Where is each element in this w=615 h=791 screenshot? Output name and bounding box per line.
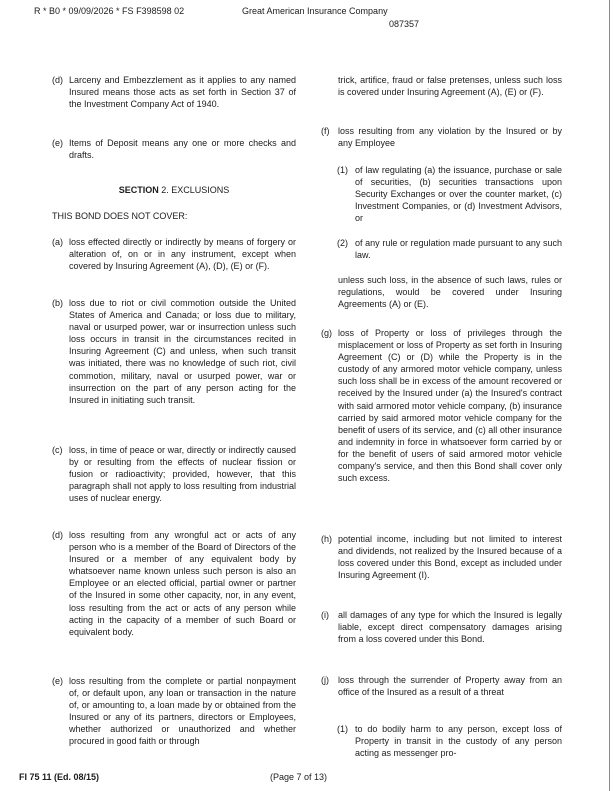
form-number: FI 75 11 (Ed. 08/15) xyxy=(19,772,100,782)
item-label: (d) xyxy=(52,75,63,85)
header-print-code: R * B0 * 09/09/2026 * FS F398598 02 xyxy=(34,6,185,16)
item-label: (g) xyxy=(321,328,332,338)
exclusion-e-continuation: trick, artifice, fraud or false pretenses, unless such loss is covered under Insuring Agreement (A), (E) or (F). xyxy=(338,75,562,98)
item-label: (j) xyxy=(321,675,329,685)
section-word: SECTION xyxy=(118,185,159,195)
exclusion-f-sub-2 xyxy=(337,237,562,261)
definition-items-of-deposit xyxy=(52,137,296,161)
definition-larceny xyxy=(52,74,296,110)
item-text: loss resulting from the complete or partial nonpayment of, or default upon, any loan or transaction in the nature of, or amounting to, a loan made by or obtained from the Insured or any of its partners, directors or Employees, whether authorized or unauthorized and whether procured in good faith or through xyxy=(69,676,296,747)
sub-text: of any rule or regulation made pursuant to any such law. xyxy=(355,238,562,261)
item-text: Larceny and Embezzlement as it applies to any named Insured means those acts as set forth in Section 37 of the Investment Company Act of 1940. xyxy=(69,75,296,110)
item-text: all damages of any type for which the Insured is legally liable, except direct compensatory damages arising from a loss covered under this Bond. xyxy=(338,610,562,645)
item-label: (b) xyxy=(52,298,63,308)
exclusions-intro: THIS BOND DOES NOT COVER: xyxy=(52,211,188,221)
section-heading xyxy=(52,184,296,196)
exclusion-g xyxy=(321,327,562,484)
item-text: Items of Deposit means any one or more checks and drafts. xyxy=(69,138,296,161)
item-label: (e) xyxy=(52,676,63,686)
item-text: loss effected directly or indirectly by means of forgery or alteration of, on or in any instrument, except when covered by Insuring Agreement (A), (D), (E) or (F). xyxy=(69,237,296,272)
exclusion-f-tail: unless such loss, in the absence of such laws, rules or regulations, would be covered under Insuring Agreements (A) or (E). xyxy=(338,275,562,310)
item-label: (f) xyxy=(321,126,330,136)
item-label: (i) xyxy=(321,610,329,620)
exclusion-f-sub-1 xyxy=(337,164,562,224)
exclusion-a xyxy=(52,236,296,272)
exclusion-e xyxy=(52,675,296,748)
page-number: (Page 7 of 13) xyxy=(270,772,328,782)
page-edge xyxy=(609,0,610,791)
sub-text: to do bodily harm to any person, except loss of Property in transit in the custody of any person acting as messenger pro- xyxy=(355,724,562,759)
item-text: loss of Property or loss of privileges through the misplacement or loss of Property as set forth in Insuring Agreement (C) or (D) while the Property is in the custody of any armored motor vehicle company, unless such loss shall be in excess of the amount recovered or received by the Insured under (a) the Insured's contract with said armored motor vehicle company, (b) insurance carried by said armored motor vehicle company for the benefit of users of its service, and (c) all other insurance and indemnity in force in whatsoever form carried by or for the benefit of users of said armored motor vehicle company's service, and then this Bond shall cover only such excess. xyxy=(338,328,562,484)
item-text: potential income, including but not limited to interest and dividends, not realized by the Insured because of a loss covered under this Bond, except as included under Insuring Agreement (I). xyxy=(338,534,562,581)
section-title: 2. EXCLUSIONS xyxy=(161,185,230,195)
exclusion-h xyxy=(321,533,562,581)
exclusion-c xyxy=(52,444,296,504)
exclusion-j xyxy=(321,674,562,698)
exclusion-i xyxy=(321,609,562,645)
sub-text: of law regulating (a) the issuance, purchase or sale of securities, (b) securities transactions upon Security Exchanges or over the counter market, (c) Investment Companies, or (d) Investment Advisors, or xyxy=(355,165,562,224)
exclusion-f xyxy=(321,125,562,149)
item-label: (d) xyxy=(52,530,63,540)
exclusion-d xyxy=(52,529,296,638)
item-text: loss resulting from any violation by the Insured or by any Employee xyxy=(338,126,562,149)
sub-label: (2) xyxy=(337,238,348,248)
item-label: (h) xyxy=(321,534,332,544)
exclusion-b xyxy=(52,297,296,406)
exclusion-j-sub-1 xyxy=(337,723,562,759)
sub-label: (1) xyxy=(337,165,348,175)
item-label: (a) xyxy=(52,237,63,247)
sub-label: (1) xyxy=(337,724,348,734)
header-company: Great American Insurance Company xyxy=(242,6,388,16)
item-label: (e) xyxy=(52,138,63,148)
item-label: (c) xyxy=(52,445,63,455)
item-text: loss, in time of peace or war, directly or indirectly caused by or resulting from the effects of nuclear fission or fusion or radioactivity; provided, however, that this paragraph shall not apply to loss resulting from industrial uses of nuclear energy. xyxy=(69,445,296,504)
item-text: loss resulting from any wrongful act or acts of any person who is a member of the Board of Directors of the Insured or a member of any equivalent body by whatsoever name known unless such person is also an Employee or an elected official, partial owner or partner of the Insured in some other capacity, nor, in any event, loss resulting from the act or acts of any person while acting in the capacity of a member of such Board or equivalent body. xyxy=(69,530,296,637)
item-text: loss due to riot or civil commotion outside the United States of America and Canada; or loss due to military, naval or usurped power, war or insurrection unless such loss occurs in transit in the circumstances recited in Insuring Agreement (C) and unless, when such transit was initiated, there was no knowledge of such riot, civil commotion, military, naval or usurped power, war or insurrection on the part of any person acting for the Insured in initiating such transit. xyxy=(69,298,296,405)
header-number: 087357 xyxy=(389,19,420,29)
item-text: loss through the surrender of Property away from an office of the Insured as a result of a threat xyxy=(338,675,562,698)
